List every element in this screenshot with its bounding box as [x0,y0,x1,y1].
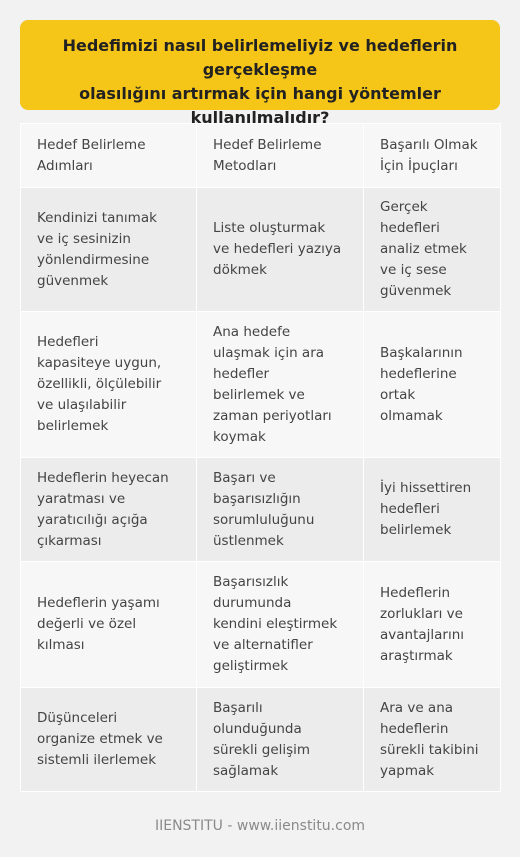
table-cell [364,312,501,458]
table-cell [21,562,197,688]
title-banner [20,20,500,127]
table-cell [21,312,197,458]
table-cell [21,458,197,562]
header-label: Başarılı Olmak İçin İpuçları [380,136,478,174]
cell-text: Başarısızlık durumunda kendini eleştirmek ve alternatifler geliştirmek [213,574,338,674]
table-cell [197,688,364,792]
table-cell [197,458,364,562]
table-row [21,688,501,792]
cell-text: Hedeflerin zorlukları ve avantajlarını araştırmak [380,584,465,664]
footer-credit: IIENSTITU - www.iienstitu.com [154,818,366,834]
goals-table [20,123,501,792]
table-row [21,312,501,458]
cell-text: Kendinizi tanımak ve iç sesinizin yönlendirmesine güvenmek [37,209,157,289]
table-row [21,458,501,562]
table-cell [21,188,197,312]
table-header-row [21,124,501,188]
header-cell-tips [364,124,501,188]
cell-text: Başarı ve başarısızlığın sorumluluğunu üstlenmek [213,469,315,549]
table-cell [364,188,501,312]
table-cell [364,458,501,562]
table-cell [197,188,364,312]
table-row [21,562,501,688]
page-title: Hedefimizi nasıl belirlemeliyiz ve hedeflerin gerçekleşme olasılığını artırmak için hangi yöntemler kullanılmalıdır? [62,36,458,127]
table-cell [21,688,197,792]
cell-text: Gerçek hedefleri analiz etmek ve iç sese güvenmek [380,199,467,299]
table-cell [197,312,364,458]
table-row [21,188,501,312]
cell-text: İyi hissettiren hedefleri belirlemek [380,480,472,538]
header-label: Hedef Belirleme Adımları [37,136,146,174]
table-cell [364,562,501,688]
cell-text: Hedeflerin yaşamı değerli ve özel kılması [37,595,160,653]
goals-table-container [20,123,500,792]
cell-text: Hedefleri kapasiteye uygun, özellikli, ölçülebilir ve ulaşılabilir belirlemek [37,334,162,434]
table-cell [197,562,364,688]
cell-text: Hedeflerin heyecan yaratması ve yaratıcılığı açığa çıkarması [37,469,169,549]
table-cell [364,688,501,792]
cell-text: Düşünceleri organize etmek ve sistemli ilerlemek [37,710,163,768]
header-cell-methods [197,124,364,188]
cell-text: Liste oluşturmak ve hedefleri yazıya dökmek [213,220,342,278]
cell-text: Ana hedefe ulaşmak için ara hedefler belirlemek ve zaman periyotları koymak [213,323,332,445]
cell-text: Başarılı olunduğunda sürekli gelişim sağlamak [213,699,311,779]
cell-text: Başkalarının hedeflerine ortak olmamak [380,344,463,424]
header-cell-steps [21,124,197,188]
cell-text: Ara ve ana hedeflerin sürekli takibini yapmak [380,699,479,779]
header-label: Hedef Belirleme Metodları [213,136,322,174]
